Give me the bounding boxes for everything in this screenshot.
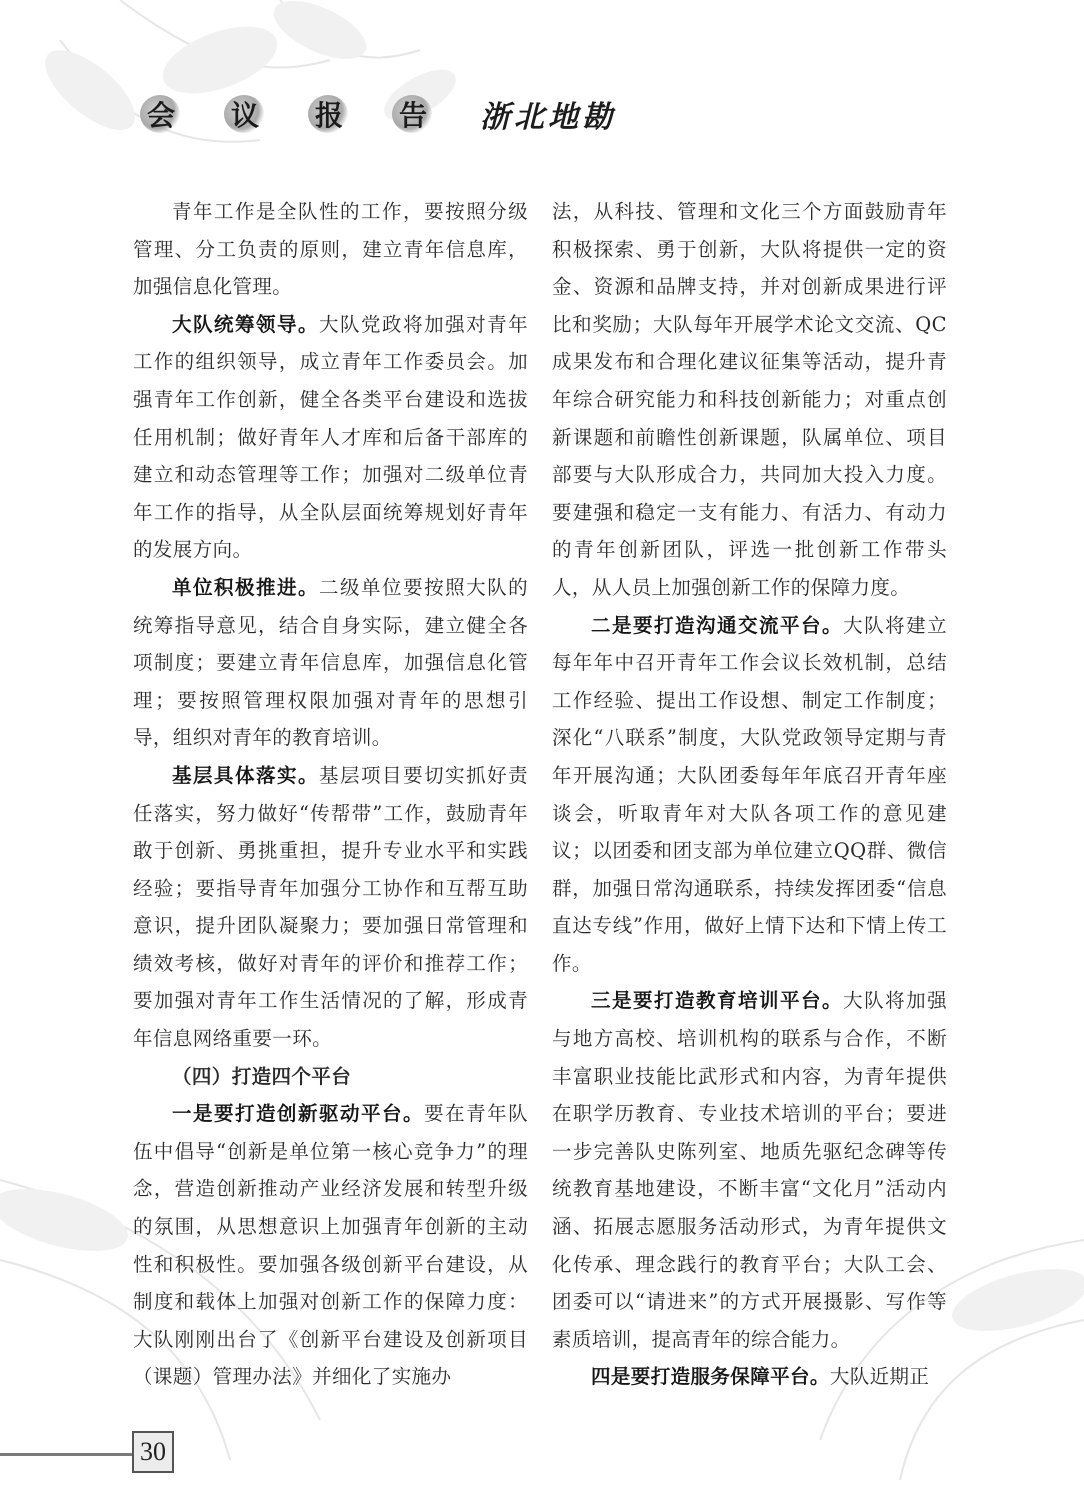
header-char-2: 议 — [222, 91, 268, 137]
paragraph — [133, 569, 528, 757]
brand-title: 浙北地勘 — [480, 100, 616, 135]
header-char-4: 告 — [390, 91, 436, 137]
paragraph-lead: 单位积极推进。 — [172, 575, 320, 599]
page-number: 30 — [132, 1431, 174, 1473]
paragraph — [133, 1095, 528, 1396]
paragraph-body: 大队将加强与地方高校、培训机构的联系与合作，不断丰富职业技能比武形式和内容，为青年提供在职学历教育、专业技术培训的平台；要进一步完善队史陈列室、地质先驱纪念碑等传统教育基地建设，不断丰富“文化月”活动内涵、拓展志愿服务活动形式，为青年提供文化传承、理念践行的教育平台；大队工会、团委可以“请进来”的方式开展摄影、写作等素质培训，提高青年的综合能力。 — [552, 989, 947, 1351]
paragraph-body: 二级单位要按照大队的统筹指导意见，结合自身实际，建立健全各项制度；要建立青年信息库，加强信息化管理；要按照管理权限加强对青年的思想引导，组织对青年的教育培训。 — [133, 575, 528, 750]
paragraph-body: 基层项目要切实抓好责任落实，努力做好“传帮带”工作，鼓励青年敢于创新、勇挑重担，提升专业水平和实践经验；要指导青年加强分工协作和互帮互助意识，提升团队凝聚力；要加强日常管理和绩效考核，做好对青年的评价和推荐工作；要加强对青年工作生活情况的了解，形成青年信息网络重要一环。 — [133, 763, 528, 1051]
paragraph-lead: 二是要打造沟通交流平台。 — [591, 613, 844, 637]
paragraph-lead: 三是要打造教育培训平台。 — [591, 989, 844, 1013]
section-header — [138, 88, 616, 140]
paragraph-lead: 基层具体落实。 — [172, 763, 320, 787]
footer-rule — [0, 1453, 132, 1456]
paragraph-body: 大队近期正 — [829, 1365, 930, 1389]
subheading: （四）打造四个平台 — [172, 1064, 352, 1088]
paragraph-body: 大队将建立每年年中召开青年工作会议长效机制，总结工作经验、提出工作设想、制定工作制度；深化“八联系”制度，大队党政领导定期与青年开展沟通；大队团委每年年底召开青年座谈会，听取青年对大队各项工作的意见建议；以团委和团支部为单位建立QQ群、微信群，加强日常沟通联系，持续发挥团委“信息直达专线”作用，做好上情下达和下情上传工作。 — [552, 613, 947, 975]
paragraph-lead: 四是要打造服务保障平台。 — [591, 1365, 830, 1389]
paragraph: 法，从科技、管理和文化三个方面鼓励青年积极探索、勇于创新，大队将提供一定的资金、资源和品牌支持，并对创新成果进行评比和奖励；大队每年开展学术论文交流、QC成果发布和合理化建议征集等活动，提升青年综合研究能力和科技创新能力；对重点创新课题和前瞻性创新课题，队属单位、项目部要与大队形成合力，共同加大投入力度。要建强和稳定一支有能力、有活力、有动力的青年创新团队，评选一批创新工作带头人，从人员上加强创新工作的保障力度。 — [552, 200, 947, 599]
paragraph-lead: 大队统筹领导。 — [172, 312, 320, 336]
paragraph-body: 大队党政将加强对青年工作的组织领导，成立青年工作委员会。加强青年工作创新，健全各类平台建设和选拔任用机制；做好青年人才库和后备干部库的建立和动态管理等工作；加强对二级单位青年工作的指导，从全队层面统筹规划好青年的发展方向。 — [133, 312, 528, 562]
paragraph-lead: 一是要打造创新驱动平台。 — [172, 1102, 425, 1126]
left-column — [133, 193, 528, 1396]
right-column — [552, 193, 947, 1396]
header-char-1: 会 — [138, 91, 184, 137]
paragraph — [133, 757, 528, 1058]
paragraph — [552, 607, 947, 983]
header-char-3: 报 — [306, 91, 352, 137]
page-footer — [0, 1429, 180, 1477]
paragraph-body: 要在青年队伍中倡导“创新是单位第一核心竞争力”的理念，营造创新推动产业经济发展和转型升级的氛围，从思想意识上加强青年创新的主动性和积极性。要加强各级创新平台建设，从制度和载体上加强对创新工作的保障力度：大队刚刚出台了《创新平台建设及创新项目（课题）管理办法》并细化了实施办 — [133, 1102, 528, 1389]
paragraph — [133, 306, 528, 569]
paragraph — [552, 982, 947, 1358]
paragraph — [552, 1358, 947, 1396]
paragraph: 青年工作是全队性的工作，要按照分级管理、分工负责的原则，建立青年信息库，加强信息化管理。 — [133, 200, 528, 299]
